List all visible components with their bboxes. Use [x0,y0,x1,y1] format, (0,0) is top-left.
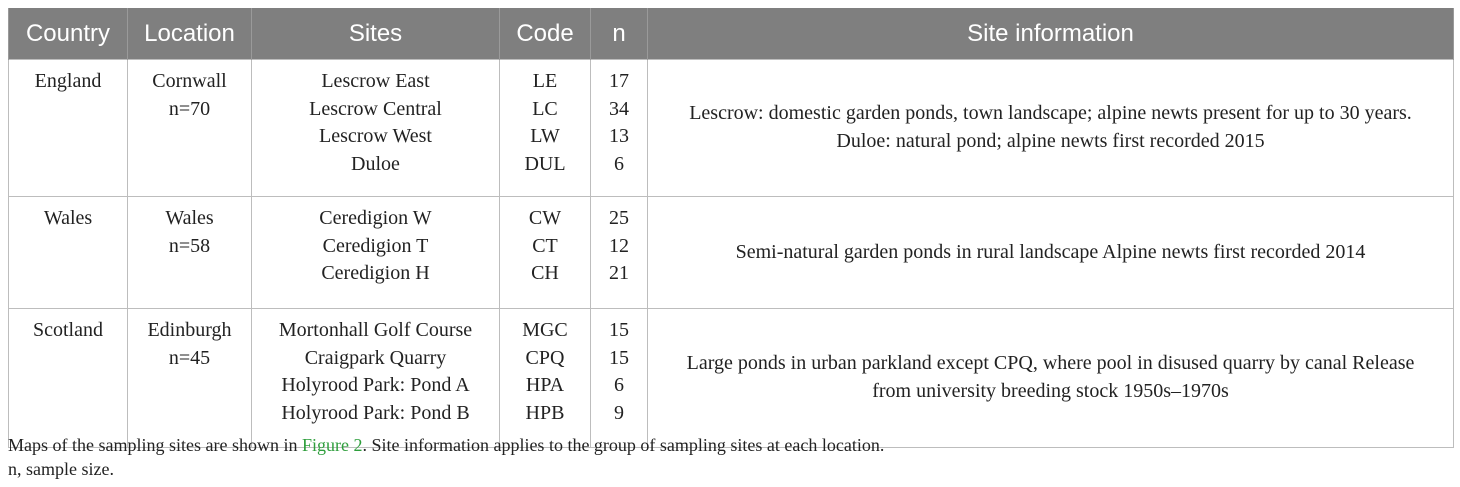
site-code: HPA [525,374,565,397]
site-info-text: Duloe: natural pond; alpine newts first recorded 2015 [836,130,1265,152]
site-code: CT [532,234,558,257]
site-info-text: from university breeding stock 1950s–1970s [872,380,1229,402]
table-row [9,197,1454,309]
sample-size: 6 [614,374,624,397]
site-info-text: Large ponds in urban parkland except CPQ, where pool in disused quarry by canal Release [686,352,1415,375]
footnote-maps [8,433,884,457]
header-location: Location [128,8,252,60]
site-info-cell [648,197,1454,309]
site-code: MGC [522,319,568,341]
table-footnotes [8,433,884,481]
table-row [9,309,1454,448]
site-name: Lescrow West [319,125,432,148]
sample-size: 9 [614,402,624,425]
site-name: Craigpark Quarry [304,346,447,369]
n-cell [591,60,648,197]
table-container [8,8,1453,448]
sample-size: 21 [609,262,629,285]
sites-cell [252,197,500,309]
site-code: LW [530,125,560,148]
location-cell [128,60,252,197]
footnote-text-after: . Site information applies to the group of sampling sites at each location. [362,435,885,455]
country-cell [9,60,128,197]
sites-cell [252,60,500,197]
location-count: n=45 [168,346,211,369]
header-site-information: Site information [648,8,1454,60]
location-cell [128,197,252,309]
location-cell [128,309,252,448]
header-n: n [591,8,648,60]
code-cell [500,60,591,197]
sample-size: 15 [609,346,629,369]
sample-size: 15 [609,319,629,341]
site-info-text: Semi-natural garden ponds in rural landscape Alpine newts first recorded 2014 [735,240,1366,263]
location-name: Wales [165,207,214,229]
header-code: Code [500,8,591,60]
site-name: Lescrow East [321,70,430,92]
country-text: Wales [43,207,93,229]
site-name: Ceredigion W [319,207,432,229]
n-cell [591,197,648,309]
site-code: LC [532,97,558,120]
site-name: Ceredigion H [321,262,430,285]
n-cell [591,309,648,448]
site-info-cell [648,60,1454,197]
site-code: HPB [525,402,565,425]
sample-size: 6 [614,153,624,176]
sites-cell [252,309,500,448]
country-text: England [34,70,102,92]
country-cell [9,309,128,448]
site-code: CH [531,262,559,285]
sample-size: 13 [609,125,629,148]
sample-size: 25 [609,207,629,229]
header-row [9,8,1454,60]
site-name: Holyrood Park: Pond A [281,374,470,397]
location-name: Cornwall [152,70,227,92]
country-text: Scotland [33,319,103,341]
sample-size: 17 [609,70,629,92]
location-count: n=58 [168,234,211,257]
table-row [9,60,1454,197]
site-name: Duloe [351,153,400,176]
sample-size: 34 [609,97,629,120]
site-name: Ceredigion T [322,234,429,257]
site-name: Lescrow Central [309,97,442,120]
header-country: Country [9,8,128,60]
site-name: Mortonhall Golf Course [278,319,473,341]
site-code: CW [528,207,562,229]
site-code: CPQ [525,346,565,369]
site-code: DUL [524,153,566,176]
figure-2-link[interactable]: Figure 2 [301,435,363,455]
site-info-text: Lescrow: domestic garden ponds, town landscape; alpine newts present for up to 30 years. [689,102,1412,125]
sampling-sites-table [8,8,1454,448]
footnote-abbreviation: n, sample size. [8,459,114,479]
code-cell [500,309,591,448]
footnote-text-before: Maps of the sampling sites are shown in [8,435,302,455]
location-name: Edinburgh [147,319,232,341]
sample-size: 12 [609,234,629,257]
site-info-cell [648,309,1454,448]
site-code: LE [532,70,558,92]
code-cell [500,197,591,309]
site-name: Holyrood Park: Pond B [281,402,470,425]
country-cell [9,197,128,309]
header-sites: Sites [252,8,500,60]
location-count: n=70 [168,97,211,120]
